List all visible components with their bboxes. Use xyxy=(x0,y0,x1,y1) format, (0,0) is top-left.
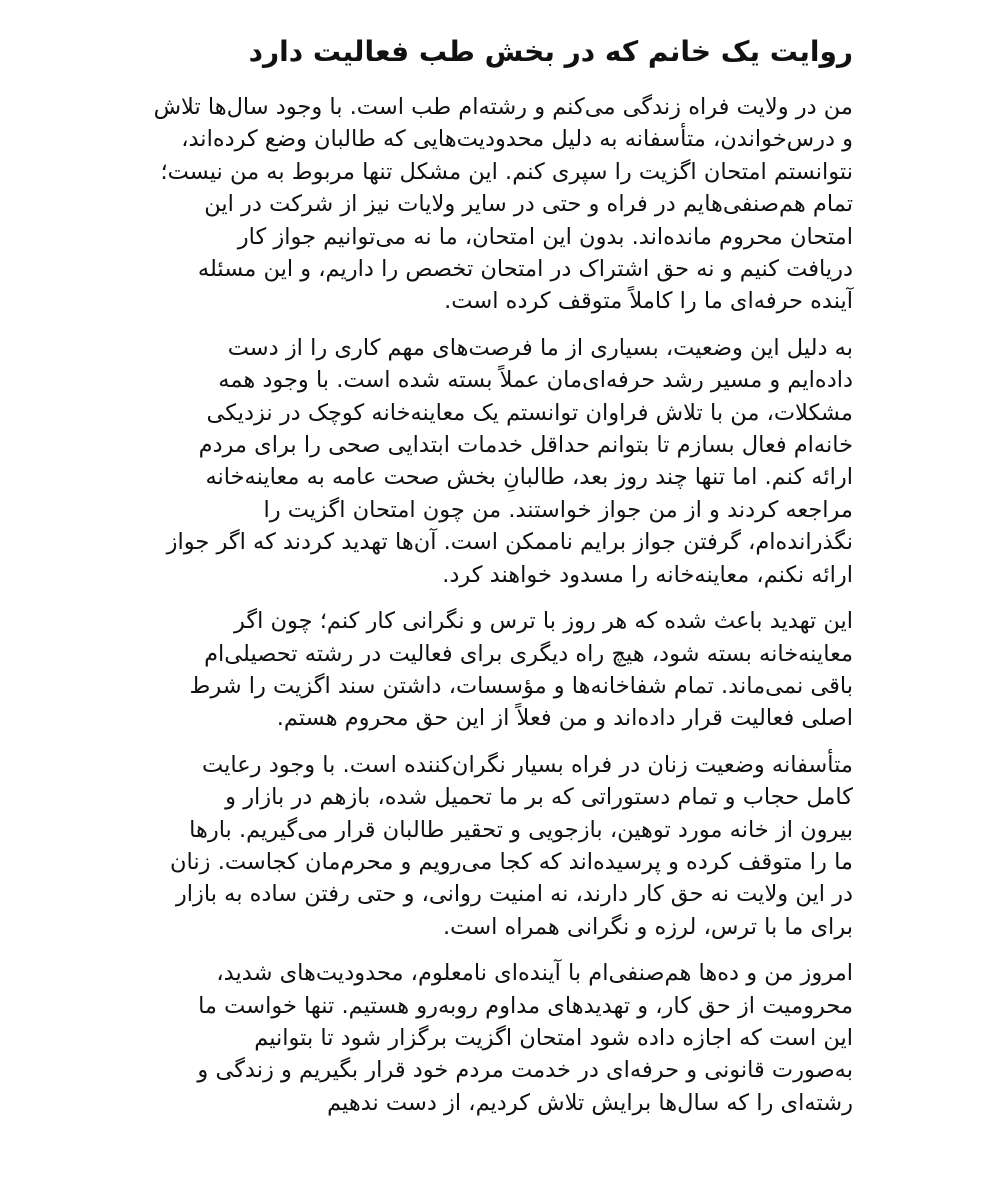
text-line: کامل حجاب و تمام دستوراتی که بر ما تحمیل شده، بازهم در بازار و xyxy=(225,784,853,811)
text-line: نگذرانده‌ام، گرفتن جواز برایم ناممکن است. آن‌ها تهدید کردند که اگر جواز xyxy=(166,529,853,556)
text-line: ما را متوقف کرده و پرسیده‌اند که کجا می‌رویم و محرم‌مان کجاست. زنان xyxy=(170,848,853,875)
text-line: و درس‌خواندن، متأسفانه به دلیل محدودیت‌هایی که طالبان وضع کرده‌اند، xyxy=(181,126,853,153)
text-line: من در ولایت فراه زندگی می‌کنم و رشته‌ام طب است. با وجود سال‌ها تلاش xyxy=(153,94,853,120)
text-line: داده‌ایم و مسیر رشد حرفه‌ای‌مان عملاً بسته شده است. با وجود همه xyxy=(218,367,853,394)
text-line: بیرون از خانه مورد توهین، بازجویی و تحقیر طالبان قرار می‌گیریم. بارها xyxy=(189,816,853,843)
page-title: روایت یک خانم که در بخش طب فعالیت دارد xyxy=(248,35,853,68)
text-line: دریافت کنیم و نه حق اشتراک در امتحان تخصص را داریم، و این مسئله xyxy=(197,256,853,283)
paragraph-1 xyxy=(114,91,853,318)
text-line: امروز من و ده‌ها هم‌صنفی‌ام با آینده‌ای نامعلوم، محدودیت‌های شدید، xyxy=(216,960,853,987)
text-line: متأسفانه وضعیت زنان در فراه بسیار نگران‌کننده است. با وجود رعایت xyxy=(202,751,853,778)
text-line: امتحان محروم مانده‌اند. بدون این امتحان، ما نه می‌توانیم جواز کار xyxy=(237,223,853,250)
text-line: تمام هم‌صنفی‌هایم در فراه و حتی در سایر ولایات نیز از شرکت در این xyxy=(204,191,853,218)
text-line: خانه‌ام فعال بسازم تا بتوانم حداقل خدمات ابتدایی صحی را برای مردم xyxy=(198,432,853,459)
text-line: رشته‌ای را که سال‌ها برایش تلاش کردیم، از دست ندهیم xyxy=(327,1089,853,1116)
text-line: برای ما با ترس، لرزه و نگرانی همراه است. xyxy=(442,913,853,940)
text-line: مشکلات، من با تلاش فراوان توانستم یک معاینه‌خانه کوچک در نزدیکی xyxy=(206,399,853,426)
text-line: به دلیل این وضعیت، بسیاری از ما فرصت‌های مهم کاری را از دست xyxy=(227,334,853,361)
text-line: ارائه کنم. اما تنها چند روز بعد، طالبانِ بخش صحت عامه به معاینه‌خانه xyxy=(205,464,853,491)
paragraph-5 xyxy=(114,957,853,1119)
text-line: این است که اجازه داده شود امتحان اگزیت برگزار شود تا بتوانیم xyxy=(254,1024,853,1051)
text-line: محرومیت از حق کار، و تهدیدهای مداوم روبه‌رو هستیم. تنها خواست ما xyxy=(198,992,853,1019)
paragraph-3 xyxy=(114,605,853,735)
text-line: مراجعه کردند و از من جواز خواستند. من چون امتحان اگزیت را xyxy=(263,496,853,523)
text-line: در این ولایت نه حق کار دارند، نه امنیت روانی، و حتی رفتن ساده به بازار xyxy=(175,881,853,908)
text-line: معاینه‌خانه بسته شود، هیچ راه دیگری برای فعالیت در رشته تحصیلی‌ام xyxy=(204,640,853,667)
text-line: باقی نمی‌ماند. تمام شفاخانه‌ها و مؤسسات، داشتن سند اگزیت را شرط xyxy=(189,672,853,699)
text-line: آینده حرفه‌ای ما را کاملاً متوقف کرده است. xyxy=(444,288,853,315)
text-line: این تهدید باعث شده که هر روز با ترس و نگرانی کار کنم؛ چون اگر xyxy=(233,608,853,635)
text-line: نتوانستم امتحان اگزیت را سپری کنم. این مشکل تنها مربوط به من نیست؛ xyxy=(160,158,853,185)
paragraph-4 xyxy=(114,749,853,943)
text-line: اصلی فعالیت قرار داده‌اند و من فعلاً از این حق محروم هستم. xyxy=(276,705,853,732)
paragraph-2 xyxy=(114,332,853,591)
text-line: به‌صورت قانونی و حرفه‌ای در خدمت مردم خود قرار بگیریم و زندگی و xyxy=(197,1057,853,1084)
text-line: ارائه نکنم، معاینه‌خانه را مسدود خواهند کرد. xyxy=(442,561,853,588)
